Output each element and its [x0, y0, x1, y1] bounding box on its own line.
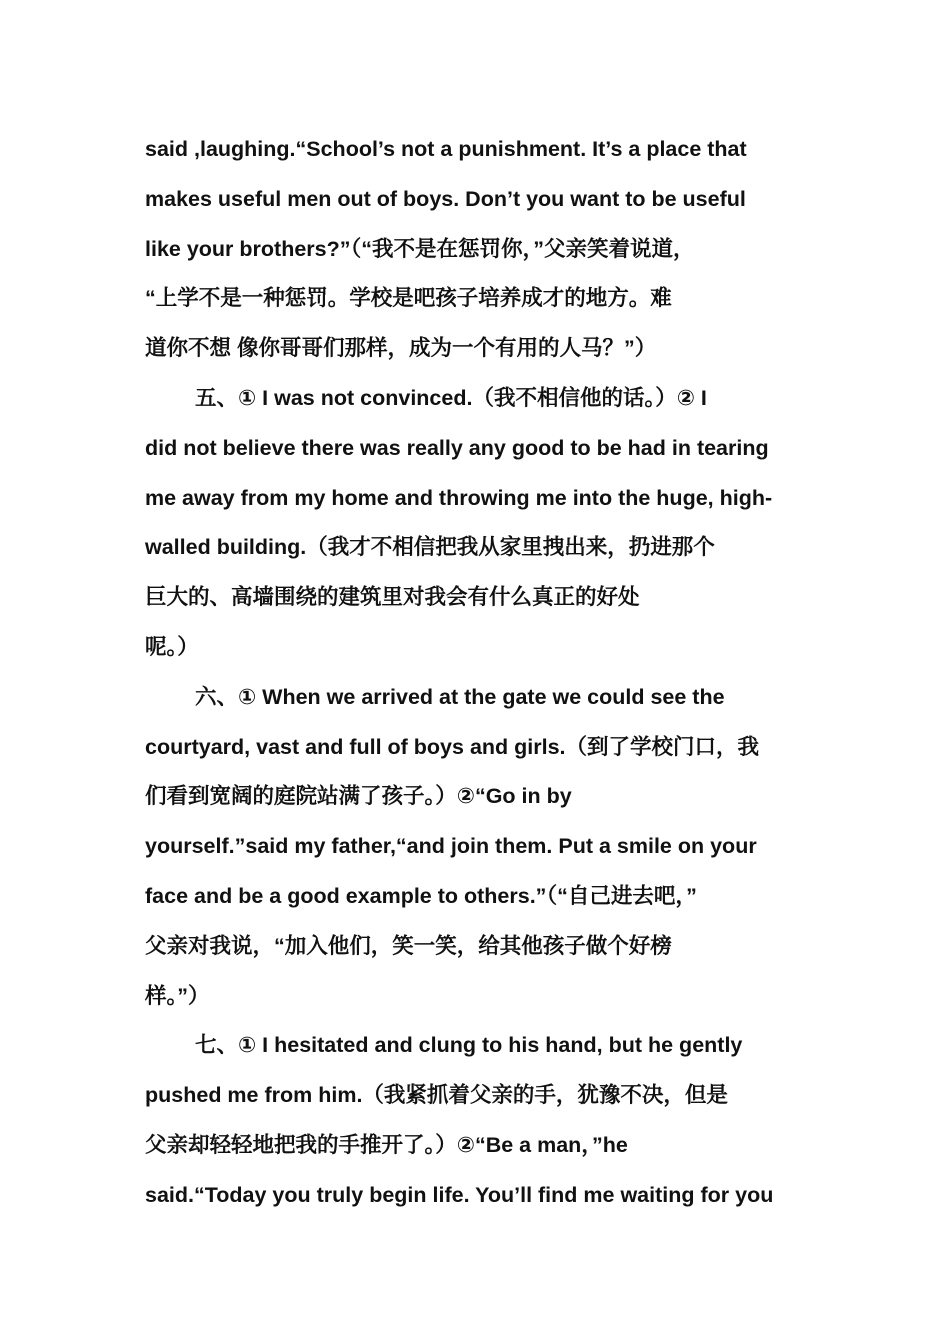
text-line: makes useful men out of boys. Don’t you want to be useful: [145, 186, 746, 211]
text-line: yourself.”said my father,“and join them. Put a smile on your: [145, 834, 757, 859]
text-line: 巨大的、高墙围绕的建筑里对我会有什么真正的好处: [145, 585, 640, 610]
paragraph-start-line: 六、① When we arrived at the gate we could see the: [195, 684, 725, 709]
text-line: 道你不想 像你哥哥们那样，成为一个有用的人马？”）: [145, 336, 657, 361]
text-line: 父亲却轻轻地把我的手推开了。）②“Be a man，”he: [145, 1132, 628, 1157]
text-line: did not believe there was really any good to be had in tearing: [145, 435, 769, 460]
text-line: 样。”）: [145, 983, 210, 1008]
paragraph-start-line: 五、① I was not convinced.（我不相信他的话。）② I: [195, 385, 707, 410]
text-line: face and be a good example to others.”（“自己进去吧，”: [145, 883, 697, 908]
text-line: 父亲对我说，“加入他们，笑一笑，给其他孩子做个好榜: [145, 933, 672, 958]
text-line: 呢。）: [145, 634, 199, 659]
text-line: said.“Today you truly begin life. You’ll find me waiting for you: [145, 1182, 774, 1207]
paragraph-start-line: 七、① I hesitated and clung to his hand, but he gently: [195, 1033, 743, 1058]
text-line: said ,laughing.“School’s not a punishment. It’s a place that: [145, 137, 747, 161]
text-line: courtyard, vast and full of boys and girls.（到了学校门口，我: [145, 734, 760, 759]
text-line: like your brothers?”（“我不是在惩罚你，”父亲笑着说道，: [145, 236, 695, 261]
document-body: [145, 125, 810, 1221]
text-line: 们看到宽阔的庭院站满了孩子。）②“Go in by: [145, 784, 572, 809]
text-line: “上学不是一种惩罚。学校是吧孩子培养成才的地方。难: [145, 286, 672, 311]
text-line: pushed me from him.（我紧抓着父亲的手，犹豫不决，但是: [145, 1083, 728, 1108]
text-line: walled building.（我才不相信把我从家里拽出来，扔进那个: [145, 535, 715, 560]
text-line: me away from my home and throwing me into the huge, high-: [145, 485, 773, 510]
